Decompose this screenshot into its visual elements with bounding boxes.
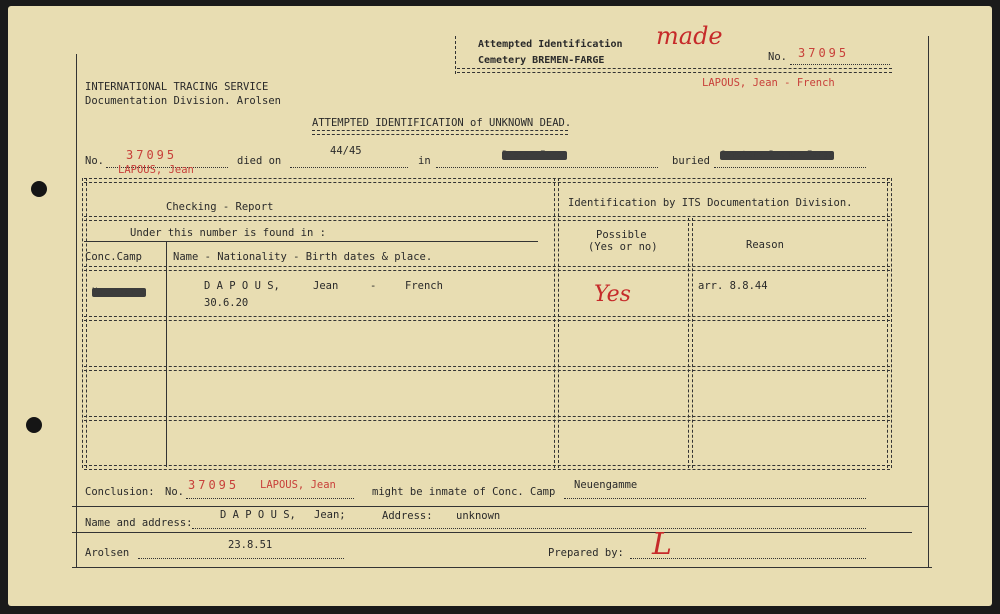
org-line-2: Documentation Division. Arolsen xyxy=(85,95,281,107)
header-rule xyxy=(84,216,890,221)
row-rule-3 xyxy=(84,416,890,421)
record-name: LAPOUS, Jean xyxy=(118,164,194,176)
prepared-label: Prepared by: xyxy=(548,547,624,559)
row1-camp: Neuengamme xyxy=(92,287,147,297)
subject-name: LAPOUS, Jean - French xyxy=(702,77,835,89)
title-underline xyxy=(312,130,568,135)
row1-possible: Yes xyxy=(594,282,631,307)
conclusion-no-label: No. xyxy=(165,486,184,498)
possible-header-2: (Yes or no) xyxy=(588,241,658,253)
name-address-label: Name and address: xyxy=(85,517,193,529)
row1-nationality: French xyxy=(405,280,443,292)
possible-header-1: Possible xyxy=(596,229,647,241)
row-rule-1 xyxy=(84,316,890,321)
card-title: ATTEMPTED IDENTIFICATION of UNKNOWN DEAD. xyxy=(312,117,572,129)
checking-header: Checking - Report xyxy=(166,201,274,213)
conclusion-mid-text: might be inmate of Conc. Camp xyxy=(372,486,556,498)
conclusion-camp: Neuengamme xyxy=(574,479,638,491)
stamp-line-1: Attempted Identification xyxy=(478,39,623,50)
conclusion-camp-dots xyxy=(564,498,866,499)
row1-name: D A P O U S, xyxy=(204,280,280,292)
died-dots xyxy=(290,167,408,168)
conclusion-name: LAPOUS, Jean xyxy=(260,479,336,491)
stamp-left-rule xyxy=(455,36,456,74)
buried-value: Cemetery Bremen-Farge xyxy=(720,150,834,160)
in-label: in xyxy=(418,155,431,167)
table-top-rule xyxy=(84,178,890,183)
name-address-dots xyxy=(192,528,866,529)
org-line-1: INTERNATIONAL TRACING SERVICE xyxy=(85,81,269,93)
in-value: Bremen-Farge xyxy=(502,150,568,160)
died-value: 44/45 xyxy=(330,145,362,157)
punch-hole-top xyxy=(31,181,47,197)
address-label: Address: xyxy=(382,510,433,522)
address-value: unknown xyxy=(456,510,501,522)
header-no-value: 37095 xyxy=(798,46,850,60)
header-no-dots xyxy=(790,64,890,65)
handwritten-made: made xyxy=(656,22,723,50)
conclusion-label: Conclusion: xyxy=(85,486,155,498)
table-right-rule xyxy=(887,178,892,468)
subheader-rule xyxy=(84,241,538,242)
table-divider-camp xyxy=(166,241,167,467)
row1-firstname: Jean xyxy=(313,280,339,292)
under-number-text: Under this number is found in : xyxy=(130,227,326,239)
row1-birth: 30.6.20 xyxy=(204,297,249,309)
columns-rule xyxy=(84,266,890,271)
buried-label: buried xyxy=(672,155,710,167)
buried-dots xyxy=(714,167,866,168)
frame-right xyxy=(928,36,929,568)
stamp-bottom-rule xyxy=(457,68,892,73)
frame-bottom xyxy=(72,567,932,568)
record-no-label: No. xyxy=(85,155,104,167)
conclusion-no-value: 37095 xyxy=(188,478,240,492)
identification-header: Identification by ITS Documentation Division. xyxy=(568,197,853,209)
in-dots xyxy=(436,167,658,168)
prepared-signature: L xyxy=(652,527,672,562)
name-address-rule xyxy=(72,532,912,533)
header-no-label: No. xyxy=(768,51,787,63)
table-divider-reason xyxy=(688,218,693,468)
conclusion-rule xyxy=(72,506,928,507)
name-address-name: D A P O U S, xyxy=(220,509,296,521)
died-label: died on xyxy=(237,155,282,167)
punch-hole-bottom xyxy=(26,417,42,433)
frame-left xyxy=(76,54,77,568)
record-no-value: 37095 xyxy=(126,148,178,162)
table-divider-checking xyxy=(554,178,559,468)
col-camp-header: Conc.Camp xyxy=(85,251,142,263)
stamp-line-2: Cemetery BREMEN-FARGE xyxy=(478,55,605,66)
table-bottom-rule xyxy=(84,465,890,470)
row1-reason: arr. 8.8.44 xyxy=(698,280,768,292)
footer-date: 23.8.51 xyxy=(228,539,273,551)
index-card xyxy=(8,6,992,606)
reason-header: Reason xyxy=(746,239,784,251)
row1-dash: - xyxy=(370,280,377,292)
name-address-firstname: Jean; xyxy=(314,509,346,521)
footer-place: Arolsen xyxy=(85,547,130,559)
col-name-header: Name - Nationality - Birth dates & place. xyxy=(173,251,433,263)
footer-date-dots xyxy=(138,558,344,559)
conclusion-no-dots xyxy=(186,498,354,499)
row-rule-2 xyxy=(84,366,890,371)
table-left-rule xyxy=(82,178,87,468)
